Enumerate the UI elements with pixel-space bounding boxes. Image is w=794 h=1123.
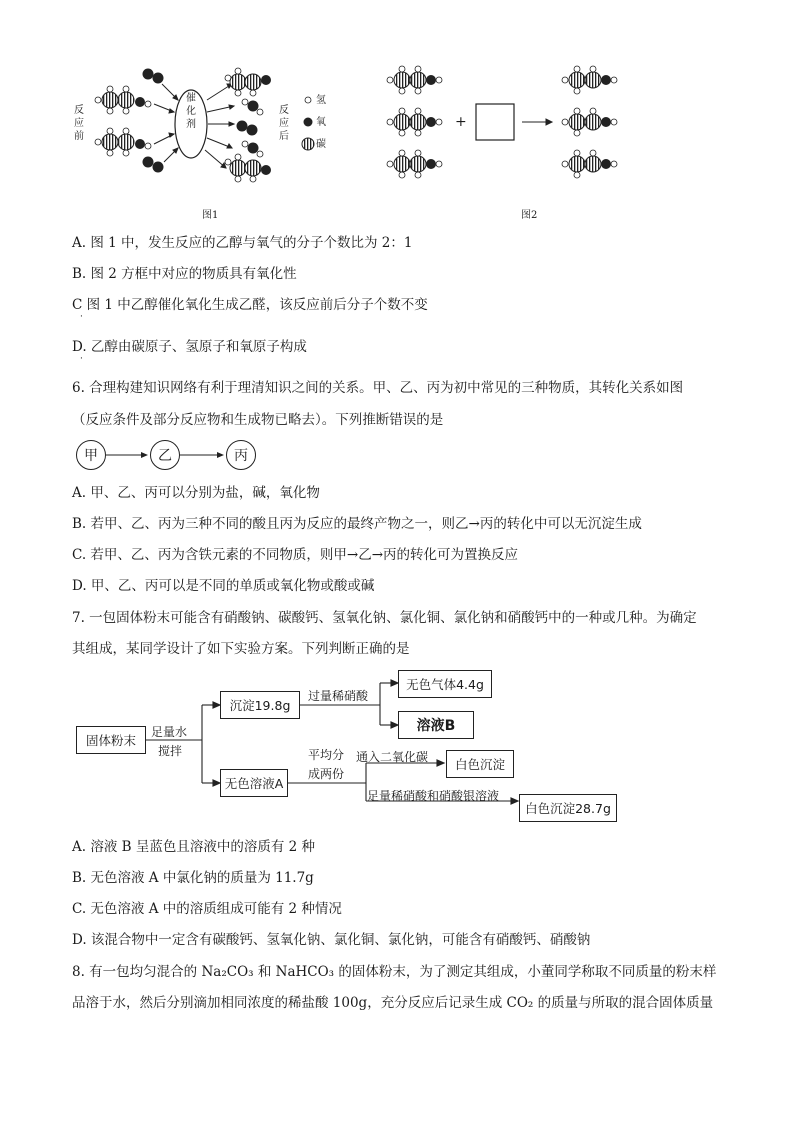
oxygen-molecule-2 [143, 157, 164, 173]
figure-1-caption: 图1 [202, 210, 219, 221]
oxygen-molecule-1 [143, 69, 164, 84]
legend-hydrogen-symbol [305, 97, 311, 103]
figure-2-caption: 图2 [521, 210, 538, 221]
legend-carbon-label: 碳 [316, 139, 326, 150]
q7-option-a: A. 溶液 B 呈蓝色且溶液中的溶质有 2 种 [72, 839, 316, 855]
q6-option-d: D. 甲、乙、丙可以是不同的单质或氧化物或酸或碱 [72, 578, 375, 594]
mark-dot: · [80, 354, 83, 364]
arrow-jia-yi [106, 440, 150, 470]
reaction-arrow [522, 119, 552, 125]
white-precipitate-mass-box: 白色沉淀28.7g [519, 794, 617, 822]
solution-a-box: 无色溶液A [220, 769, 288, 797]
figure-1-diagram [70, 62, 350, 192]
q5-option-d: D. 乙醇由碳原子、氢原子和氧原子构成 [72, 339, 307, 355]
ethanol-column [387, 66, 442, 178]
q7-option-c: C. 无色溶液 A 中的溶质组成可能有 2 种情况 [72, 901, 342, 917]
catalyst-label: 催化剂 [186, 93, 196, 130]
q6-stem-line-2: （反应条件及部分反应物和生成物已略去）。下列推断错误的是 [72, 412, 444, 428]
q6-stem-line-1: 6. 合理构建知识网络有利于理清知识之间的关系。甲、乙、丙为初中常见的三种物质，其转化关系如图 [72, 380, 684, 396]
figure-2-diagram [384, 62, 624, 182]
legend-carbon-symbol [302, 138, 314, 150]
before-label: 反应前 [74, 105, 84, 142]
arrow-yi-bing [180, 440, 226, 470]
water-molecule-1 [242, 99, 263, 115]
nitric-acid-silver-nitrate-label: 足量稀硝酸和硝酸银溶液 [367, 789, 500, 803]
acetaldehyde-molecule-2 [225, 154, 271, 182]
node-yi: 乙 [150, 440, 180, 470]
white-precipitate-box: 白色沉淀 [446, 750, 514, 778]
answer-box [476, 104, 514, 140]
water-label: 足量水 [151, 725, 188, 739]
q6-option-c: C. 若甲、乙、丙为含铁元素的不同物质，则甲→乙→丙的转化可为置换反应 [72, 547, 519, 563]
water-molecule-3 [242, 141, 263, 157]
node-bing: 丙 [226, 440, 256, 470]
q6-option-a: A. 甲、乙、丙可以分别为盐，碱，氧化物 [72, 485, 320, 501]
output-arrows [205, 84, 234, 168]
q8-line-1: 8. 有一包均匀混合的 Na₂CO₃ 和 NaHCO₃ 的固体粉末，为了测定其组成，小董同学称取不同质量的粉末样 [72, 964, 717, 980]
stir-label: 搅拌 [158, 744, 183, 758]
legend-oxygen-label: 氧 [316, 117, 326, 128]
node-jia: 甲 [76, 440, 106, 470]
after-label: 反应后 [279, 105, 289, 142]
legend-oxygen-symbol [304, 118, 313, 127]
plus-sign: + [455, 114, 467, 130]
acetaldehyde-molecule-1 [225, 68, 271, 96]
ethanol-molecule-2 [95, 128, 151, 156]
q5-option-a: A. 图 1 中，发生反应的乙醇与氧气的分子个数比为 2：1 [72, 235, 413, 251]
q8-line-2: 品溶于水，然后分别滴加相同浓度的稀盐酸 100g，充分反应后记录生成 CO₂ 的质量与所取的混合固体质量 [72, 995, 714, 1011]
acetaldehyde-column [562, 66, 617, 178]
q7-stem-line-1: 7. 一包固体粉末可能含有硝酸钠、碳酸钙、氢氧化钠、氯化铜、氯化钠和硝酸钙中的一种或几种。为确定 [72, 610, 697, 626]
mark-dot: · [80, 312, 83, 322]
legend-hydrogen-label: 氢 [316, 95, 326, 106]
water-molecule-2 [237, 121, 258, 136]
input-arrows [154, 84, 178, 162]
split-label-2: 成两份 [308, 767, 345, 781]
ethanol-molecule-1 [95, 86, 151, 114]
q7-option-b: B. 无色溶液 A 中氯化钠的质量为 11.7g [72, 870, 314, 886]
solid-powder-box: 固体粉末 [76, 726, 146, 754]
q5-option-c: C 图 1 中乙醇催化氧化生成乙醛，该反应前后分子个数不变 [72, 297, 428, 313]
excess-nitric-acid-label: 过量稀硝酸 [308, 689, 369, 703]
split-label-1: 平均分 [308, 748, 345, 762]
solution-b-box: 溶液B [398, 711, 474, 739]
q5-option-b: B. 图 2 方框中对应的物质具有氧化性 [72, 266, 297, 282]
q6-option-b: B. 若甲、乙、丙为三种不同的酸且丙为反应的最终产物之一，则乙→丙的转化中可以无沉淀生成 [72, 516, 642, 532]
co2-label: 通入二氧化碳 [356, 750, 429, 764]
colorless-gas-box: 无色气体4.4g [398, 670, 492, 698]
precipitate-box: 沉淀19.8g [220, 691, 300, 719]
q7-option-d: D. 该混合物中一定含有碳酸钙、氢氧化钠、氯化铜、氯化钠，可能含有硝酸钙、硝酸钠 [72, 932, 591, 948]
q7-stem-line-2: 其组成，某同学设计了如下实验方案。下列判断正确的是 [72, 641, 410, 657]
